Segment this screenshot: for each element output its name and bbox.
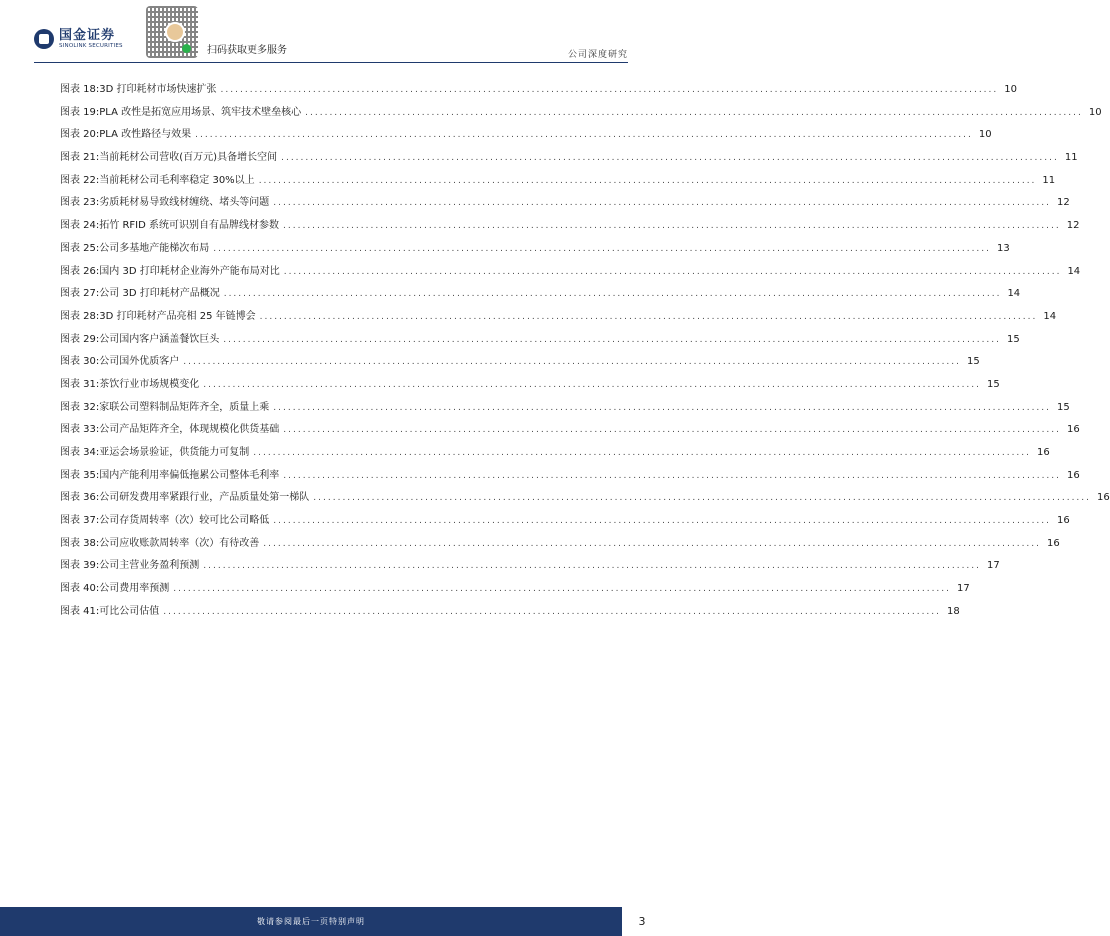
logo-english-name: SINOLINK SECURITIES [59,42,123,49]
toc-figure-title: 国内 3D 打印耗材企业海外产能布局对比 [99,265,280,277]
toc-dot-leader: ................................................................................................................................................................ [223,334,1002,345]
toc-dot-leader: ................................................................................................................................................................ [263,538,1042,549]
toc-entry[interactable] [60,261,1081,284]
toc-figure-title: 劣质耗材易导致线材缠绕、堵头等问题 [99,197,270,209]
toc-entry[interactable] [60,215,1080,238]
toc-figure-title: 3D 打印耗材产品亮相 25 年链博会 [99,310,256,322]
toc-figure-title: 茶饮行业市场规模变化 [99,378,200,390]
toc-page-number: 13 [997,242,1010,254]
toc-figure-label: 图表 38: [60,537,100,549]
report-type-label: 公司深度研究 [567,50,628,60]
toc-dot-leader: ................................................................................................................................................................ [173,584,952,595]
toc-dot-leader: ................................................................................................................................................................ [283,425,1062,436]
toc-dot-leader: ................................................................................................................................................................ [273,402,1052,413]
toc-entry[interactable] [60,533,1060,556]
toc-figure-label: 图表 23: [60,197,100,209]
toc-figure-title: 公司费用率预测 [99,583,170,595]
toc-dot-leader: ................................................................................................................................................................ [305,107,1083,118]
toc-page-number: 17 [957,583,970,595]
toc-dot-leader: ................................................................................................................................................................ [163,606,942,617]
toc-figure-title: 公司 3D 打印耗材产品概况 [99,288,220,300]
toc-dot-leader: ................................................................................................................................................................ [283,221,1061,232]
toc-entry[interactable] [60,442,1050,465]
toc-dot-leader: ................................................................................................................................................................ [283,266,1062,277]
toc-figure-label: 图表 36: [60,492,100,504]
toc-entry[interactable] [60,170,1056,193]
toc-dot-leader: ................................................................................................................................................................ [273,198,1052,209]
toc-figure-title: 当前耗材公司毛利率稳定 30%以上 [99,174,255,186]
toc-entry[interactable] [60,487,1110,510]
toc-figure-label: 图表 22: [60,174,100,186]
toc-figure-label: 图表 37: [60,515,100,527]
toc-figure-label: 图表 18: [60,84,100,95]
scan-service-text: 扫码获取更多服务 [207,45,287,56]
toc-entry[interactable] [60,283,1021,306]
toc-dot-leader: ................................................................................................................................................................ [281,153,1059,164]
toc-figure-label: 图表 21: [60,152,100,164]
toc-dot-leader: ................................................................................................................................................................ [223,289,1002,300]
toc-page-number: 16 [1067,424,1080,436]
toc-dot-leader: ................................................................................................................................................................ [273,516,1052,527]
toc-page-number: 14 [1007,288,1021,300]
toc-figure-title: 公司应收账款周转率（次）有待改善 [99,537,260,549]
page-number: 3 [638,915,646,928]
toc-figure-title: 3D 打印耗材市场快速扩张 [99,84,217,95]
toc-figure-label: 图表 28: [60,310,100,322]
toc-entry[interactable] [60,79,1017,102]
toc-dot-leader: ................................................................................................................................................................ [253,448,1032,458]
wechat-badge-icon [182,44,191,53]
toc-page-number: 10 [978,129,992,141]
page-footer [0,907,622,936]
toc-figure-label: 图表 27: [60,288,100,300]
page-header [0,0,662,68]
toc-entry[interactable] [60,510,1070,533]
toc-figure-title: 家联公司塑料制品矩阵齐全，质量上乘 [99,401,270,413]
toc-figure-title: 公司主营业务盈利预测 [99,560,200,572]
toc-entry[interactable] [60,374,1000,397]
toc-figure-label: 图表 29: [60,333,100,345]
toc-entry[interactable] [60,397,1070,420]
toc-figure-label: 图表 26: [60,265,100,277]
toc-figure-label: 图表 40: [60,583,100,595]
toc-entry[interactable] [60,147,1078,170]
toc-figure-label: 图表 31: [60,378,100,390]
logo-chinese-name: 国金证券 [59,27,116,43]
toc-page-number: 11 [1042,174,1056,186]
toc-dot-leader: ................................................................................................................................................................ [203,561,982,572]
toc-entry[interactable] [60,102,1102,125]
toc-figure-title: 当前耗材公司营收(百万元)具备增长空间 [99,152,278,164]
toc-entry[interactable] [60,555,1000,578]
toc-figure-label: 图表 19: [60,106,100,118]
toc-figure-title: 拓竹 RFID 系统可识别自有品牌线材参数 [99,220,279,232]
toc-entry[interactable] [60,351,980,374]
sinolink-logo-icon [34,29,54,49]
toc-figure-title: 亚运会场景验证，供货能力可复制 [99,447,250,458]
toc-page-number: 16 [1057,515,1070,527]
toc-page-number: 11 [1064,152,1078,164]
toc-page-number: 12 [1057,197,1070,209]
toc-page-number: 16 [1097,492,1110,504]
toc-figure-label: 图表 39: [60,560,100,572]
toc-page-number: 16 [1047,537,1060,549]
footer-disclaimer: 敬请参阅最后一页特别声明 [257,917,365,926]
toc-figure-label: 图表 35: [60,469,100,481]
toc-figure-label: 图表 30: [60,356,100,368]
toc-figure-title: 国内产能利用率偏低拖累公司整体毛利率 [99,469,280,481]
toc-page-number: 10 [1088,106,1102,118]
toc-figure-title: 公司国内客户涵盖餐饮巨头 [99,333,220,345]
toc-page-number: 15 [967,356,980,368]
toc-dot-leader: ................................................................................................................................................................ [259,311,1038,322]
toc-entry[interactable] [60,601,960,624]
figure-index-list [60,79,1110,624]
qr-center-logo-icon [165,22,185,42]
toc-page-number: 10 [1004,84,1017,95]
toc-figure-title: 公司多基地产能梯次布局 [99,242,210,254]
toc-page-number: 15 [987,378,1000,390]
toc-figure-title: 公司研发费用率紧跟行业，产品质量处第一梯队 [99,492,310,504]
toc-figure-label: 图表 33: [60,424,100,436]
toc-figure-title: 公司产品矩阵齐全，体现规模化供货基础 [99,424,280,436]
toc-entry[interactable] [60,192,1070,215]
toc-figure-title: 可比公司估值 [99,605,160,617]
toc-figure-label: 图表 20: [60,129,100,141]
toc-page-number: 17 [987,560,1000,572]
toc-entry[interactable] [60,465,1080,488]
toc-entry[interactable] [60,306,1057,329]
toc-figure-title: 公司国外优质客户 [99,356,180,368]
toc-page-number: 14 [1043,310,1057,322]
toc-dot-leader: ................................................................................................................................................................ [195,130,973,141]
toc-entry[interactable] [60,329,1020,352]
toc-page-number: 15 [1057,401,1070,413]
toc-entry[interactable] [60,238,1010,261]
toc-page-number: 15 [1007,333,1020,345]
toc-page-number: 14 [1067,265,1081,277]
header-divider [34,62,628,63]
toc-page-number: 16 [1067,469,1080,481]
toc-entry[interactable] [60,124,992,147]
toc-dot-leader: ................................................................................................................................................................ [220,85,999,95]
toc-page-number: 16 [1037,447,1050,458]
toc-dot-leader: ................................................................................................................................................................ [258,175,1037,186]
toc-figure-title: PLA 改性路径与效果 [99,129,192,141]
toc-figure-label: 图表 41: [60,605,100,617]
toc-figure-title: PLA 改性是拓宽应用场景、筑牢技术壁垒核心 [99,106,302,118]
toc-figure-label: 图表 34: [60,447,100,458]
toc-page-number: 12 [1066,220,1080,232]
toc-dot-leader: ................................................................................................................................................................ [183,357,962,368]
toc-figure-label: 图表 25: [60,242,100,254]
sinolink-logo [34,26,123,52]
toc-figure-label: 图表 32: [60,401,100,413]
toc-dot-leader: ................................................................................................................................................................ [203,379,982,390]
toc-entry[interactable] [60,578,970,601]
toc-entry[interactable] [60,419,1080,442]
toc-figure-title: 公司存货周转率（次）较可比公司略低 [99,515,270,527]
toc-page-number: 18 [947,605,960,617]
toc-dot-leader: ................................................................................................................................................................ [213,243,992,254]
toc-figure-label: 图表 24: [60,220,100,232]
toc-dot-leader: ................................................................................................................................................................ [313,493,1092,504]
toc-dot-leader: ................................................................................................................................................................ [283,470,1062,481]
